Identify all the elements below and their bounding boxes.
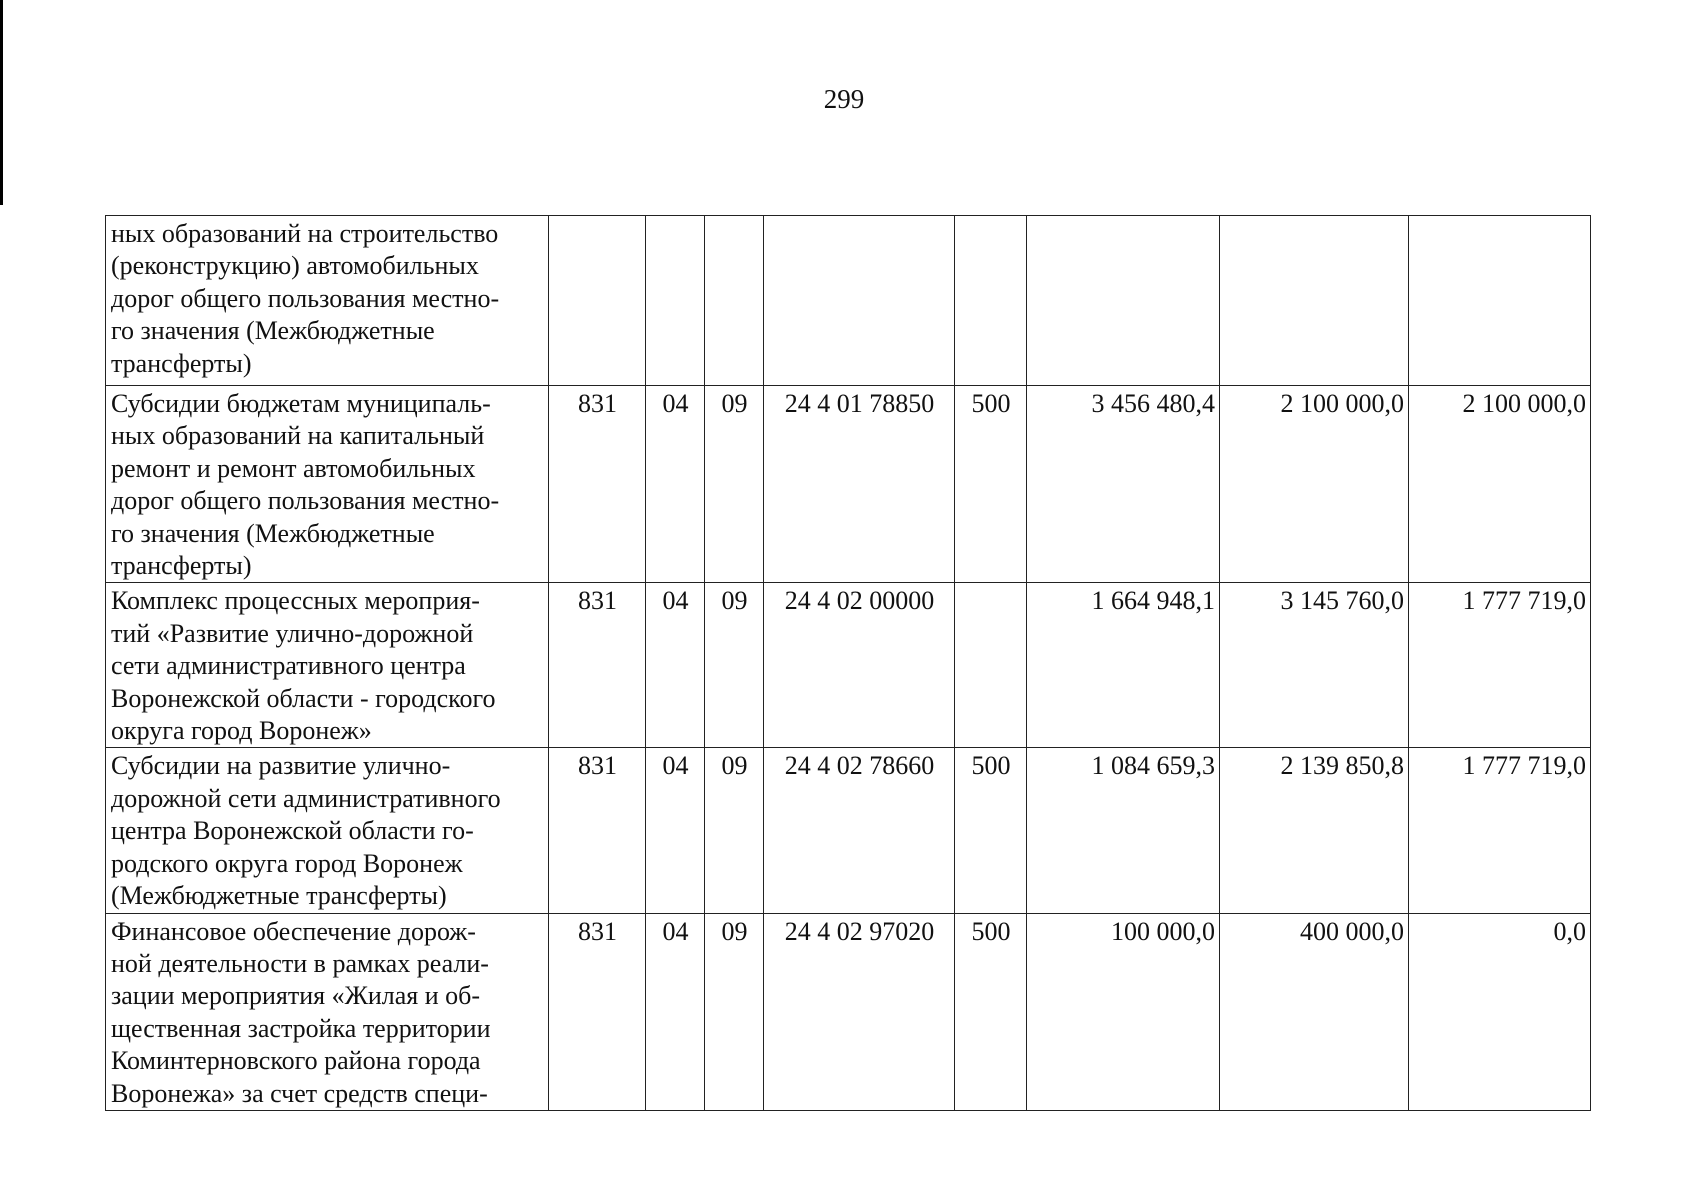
description-line: Воронежа» за счет средств специ-: [111, 1078, 488, 1108]
expense-type-cell: 500: [955, 913, 1027, 1110]
description-line: (реконструкцию) автомобильных: [111, 251, 479, 281]
budget-table: [105, 215, 1591, 1111]
subsection-code-cell: 09: [705, 748, 764, 913]
description-line: (Межбюджетные трансферты): [111, 881, 447, 911]
description-cell: [106, 386, 549, 583]
description-line: Субсидии бюджетам муниципаль-: [111, 389, 491, 418]
expense-type-cell: [955, 583, 1027, 748]
section-code-cell: 04: [646, 748, 705, 913]
amount-year-2-cell: 2 139 850,8: [1220, 748, 1409, 913]
ministry-code-cell: 831: [549, 748, 646, 913]
table-row: [106, 913, 1591, 1110]
amount-year-1-cell: 100 000,0: [1027, 913, 1220, 1110]
table-row: [106, 386, 1591, 583]
amount-year-3-cell: [1409, 216, 1591, 386]
target-article-cell: [764, 216, 955, 386]
description-cell: [106, 913, 549, 1110]
description-line: Субсидии на развитие улично-: [111, 751, 451, 781]
description-line: центра Воронежской области го-: [111, 816, 474, 846]
description-line: родского округа город Воронеж: [111, 848, 463, 878]
amount-year-1-cell: 1 664 948,1: [1027, 583, 1220, 748]
description-line: ремонт и ремонт автомобильных: [111, 453, 476, 483]
amount-year-1-cell: [1027, 216, 1220, 386]
description-line: Воронежской области - городского: [111, 683, 496, 713]
ministry-code-cell: 831: [549, 386, 646, 583]
expense-type-cell: [955, 216, 1027, 386]
amount-year-3-cell: 1 777 719,0: [1409, 748, 1591, 913]
description-line: трансферты): [111, 551, 252, 581]
amount-year-2-cell: 2 100 000,0: [1220, 386, 1409, 583]
amount-year-2-cell: 400 000,0: [1220, 913, 1409, 1110]
description-line: зации мероприятия «Жилая и об-: [111, 981, 481, 1011]
description-line: Коминтерновского района города: [111, 1046, 481, 1076]
subsection-code-cell: 09: [705, 386, 764, 583]
expense-type-cell: 500: [955, 386, 1027, 583]
subsection-code-cell: 09: [705, 913, 764, 1110]
description-line: щественная застройка территории: [111, 1013, 491, 1043]
description-line: дорог общего пользования местно-: [111, 283, 500, 313]
description-cell: [106, 583, 549, 748]
amount-year-1-cell: 3 456 480,4: [1027, 386, 1220, 583]
table-row: [106, 583, 1591, 748]
table-row: [106, 748, 1591, 913]
amount-year-3-cell: 1 777 719,0: [1409, 583, 1591, 748]
description-line: Комплекс процессных мероприя-: [111, 586, 480, 616]
subsection-code-cell: 09: [705, 583, 764, 748]
description-line: ных образований на капитальный: [111, 421, 485, 451]
description-line: Финансовое обеспечение дорож-: [111, 916, 476, 946]
description-line: ной деятельности в рамках реали-: [111, 948, 489, 978]
description-line: дорожной сети административного: [111, 783, 501, 813]
page-number: 299: [823, 84, 865, 114]
description-line: трансферты): [111, 348, 252, 378]
target-article-cell: 24 4 02 97020: [764, 913, 955, 1110]
target-article-cell: 24 4 02 00000: [764, 583, 955, 748]
description-line: тий «Развитие улично-дорожной: [111, 618, 474, 648]
amount-year-2-cell: [1220, 216, 1409, 386]
amount-year-1-cell: 1 084 659,3: [1027, 748, 1220, 913]
table-row: [106, 216, 1591, 386]
ministry-code-cell: 831: [549, 913, 646, 1110]
ministry-code-cell: 831: [549, 583, 646, 748]
description-line: ных образований на строительство: [111, 219, 499, 248]
amount-year-2-cell: 3 145 760,0: [1220, 583, 1409, 748]
section-code-cell: [646, 216, 705, 386]
amount-year-3-cell: 0,0: [1409, 913, 1591, 1110]
amount-year-3-cell: 2 100 000,0: [1409, 386, 1591, 583]
description-line: округа город Воронеж»: [111, 716, 372, 746]
table-body: [106, 216, 1591, 1111]
expense-type-cell: 500: [955, 748, 1027, 913]
section-code-cell: 04: [646, 913, 705, 1110]
description-line: дорог общего пользования местно-: [111, 486, 500, 516]
description-line: го значения (Межбюджетные: [111, 316, 435, 346]
description-line: сети административного центра: [111, 651, 466, 681]
section-code-cell: 04: [646, 583, 705, 748]
description-line: го значения (Межбюджетные: [111, 518, 435, 548]
target-article-cell: 24 4 02 78660: [764, 748, 955, 913]
subsection-code-cell: [705, 216, 764, 386]
ministry-code-cell: [549, 216, 646, 386]
section-code-cell: 04: [646, 386, 705, 583]
description-cell: [106, 748, 549, 913]
description-cell: [106, 216, 549, 386]
target-article-cell: 24 4 01 78850: [764, 386, 955, 583]
